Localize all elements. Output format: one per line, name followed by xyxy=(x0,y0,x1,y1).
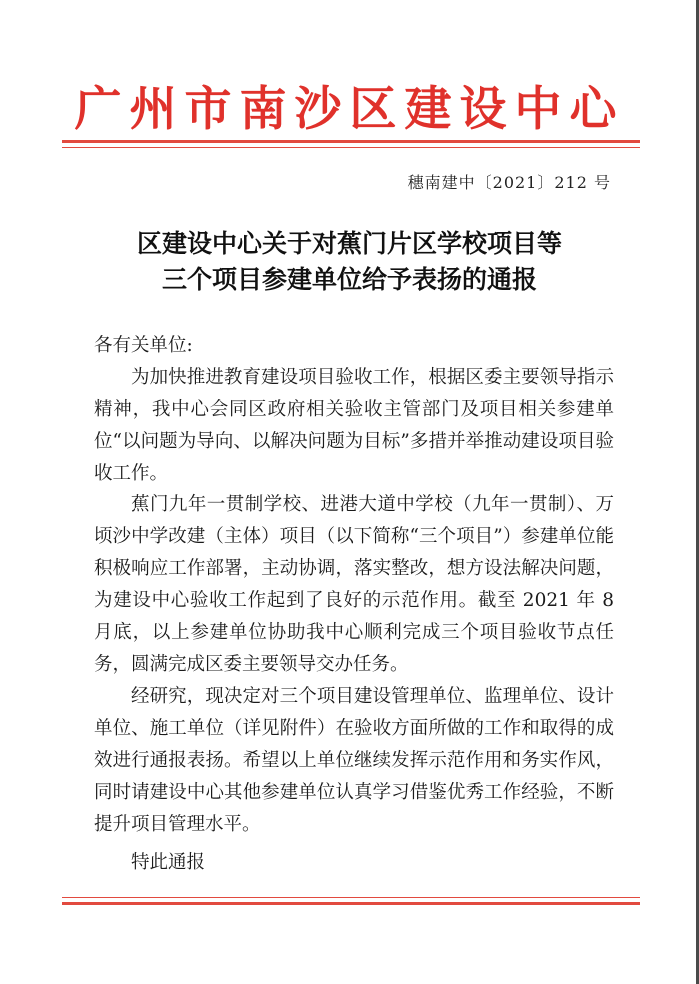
body-paragraph-2: 蕉门九年一贯制学校、进港大道中学校（九年一贯制）、万顷沙中学改建（主体）项目（以下简称“三个项目”）参建单位能积极响应工作部署，主动协调，落实整改，想方设法解决问题，为建设中心验收工作起到了良好的示范作用。截至 2021 年 8 月底，以上参建单位协助我中心顺利完成三个项目验收节点任务，圆满完成区委主要领导交办任务。 xyxy=(94,494,614,675)
footer-rule-thick xyxy=(62,902,640,905)
document-title-line-2: 三个项目参建单位给予表扬的通报 xyxy=(161,265,537,294)
document-number: 穗南建中〔2021〕212 号 xyxy=(407,173,611,192)
body-paragraph-3: 经研究，现决定对三个项目建设管理单位、监理单位、设计单位、施工单位（详见附件）在验收方面所做的工作和取得的成效进行通报表扬。希望以上单位继续发挥示范作用和务实作风，同时请建设中心其他参建单位认真学习借鉴优秀工作经验，不断提升项目管理水平。 xyxy=(94,686,614,835)
footer-rule-thin xyxy=(62,897,640,898)
header-rule-thick xyxy=(62,140,640,143)
body-paragraph-1: 为加快推进教育建设项目验收工作，根据区委主要领导指示精神，我中心会同区政府相关验收主管部门及项目相关参建单位“以问题为导向、以解决问题为目标”多措并举推动建设项目验收工作。 xyxy=(94,367,614,484)
addressee: 各有关单位: xyxy=(94,335,193,356)
header-rule-thin xyxy=(62,147,640,148)
organization-header: 广州市南沙区建设中心 xyxy=(74,82,625,137)
closing-statement: 特此通报 xyxy=(131,852,206,873)
document-title-line-1: 区建设中心关于对蕉门片区学校项目等 xyxy=(136,229,562,258)
